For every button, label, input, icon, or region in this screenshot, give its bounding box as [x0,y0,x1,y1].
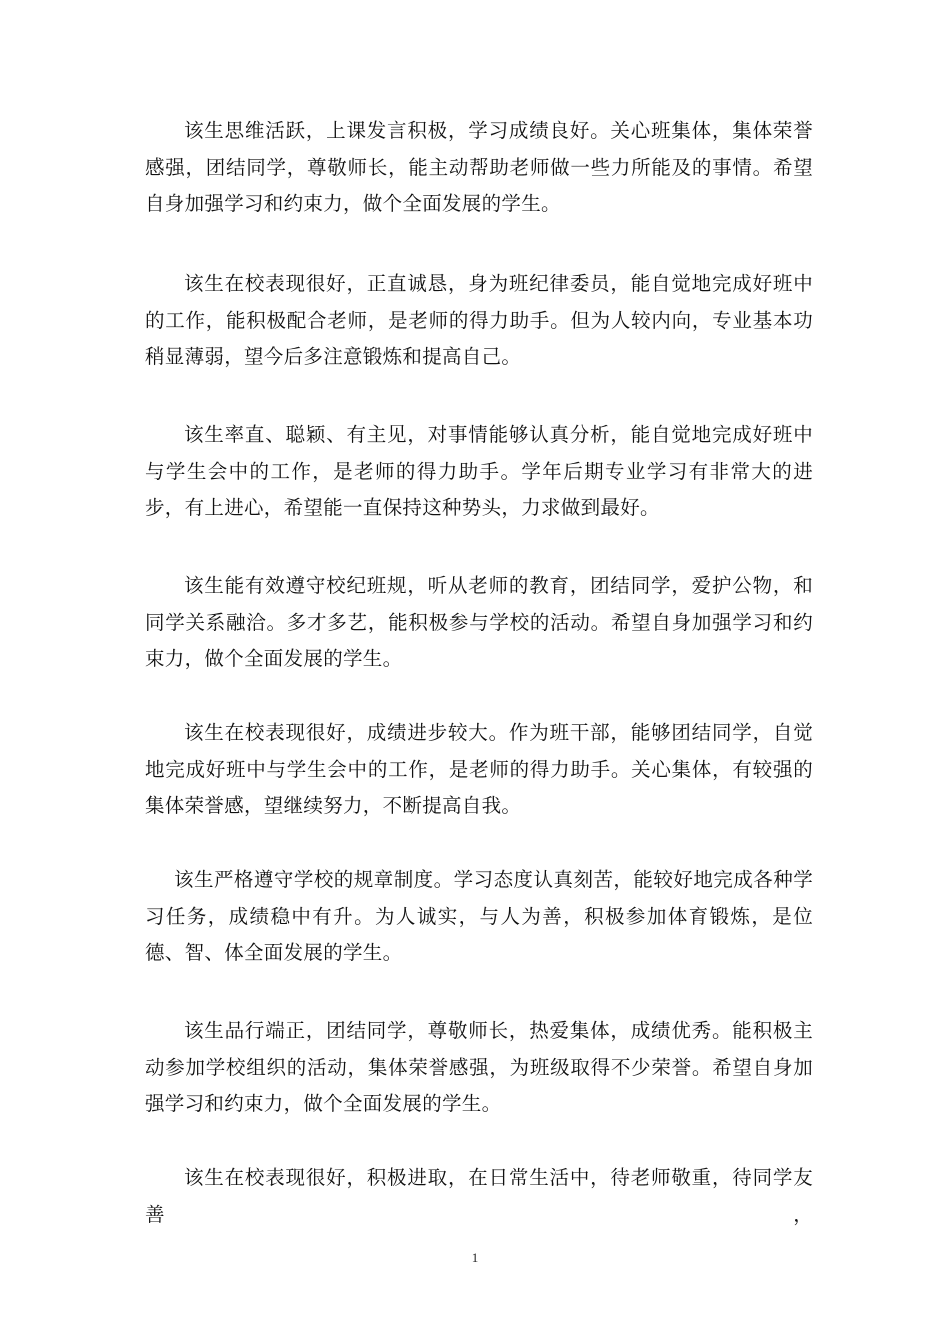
comment-paragraph-4: 该生能有效遵守校纪班规，听从老师的教育，团结同学，爱护公物，和同学关系融洽。多才多艺，能积极参与学校的活动。希望自身加强学习和约束力，做个全面发展的学生。 [145,574,813,670]
comment-paragraph-2: 该生在校表现很好，正直诚恳，身为班纪律委员，能自觉地完成好班中的工作，能积极配合老师，是老师的得力助手。但为人较内向，专业基本功稍显薄弱，望今后多注意锻炼和提高自己。 [145,272,813,368]
comment-paragraph-3: 该生率直、聪颖、有主见，对事情能够认真分析，能自觉地完成好班中与学生会中的工作，是老师的得力助手。学年后期专业学习有非常大的进步，有上进心，希望能一直保持这种势头，力求做到最好。 [145,423,813,519]
comment-paragraph-5: 该生在校表现很好，成绩进步较大。作为班干部，能够团结同学，自觉地完成好班中与学生会中的工作，是老师的得力助手。关心集体，有较强的集体荣誉感，望继续努力，不断提高自我。 [145,721,813,817]
comment-paragraph-1: 该生思维活跃，上课发言积极，学习成绩良好。关心班集体，集体荣誉感强，团结同学，尊敬师长，能主动帮助老师做一些力所能及的事情。希望自身加强学习和约束力，做个全面发展的学生。 [145,119,813,215]
page-number: 1 [471,1250,479,1265]
comment-paragraph-8: 该生在校表现很好，积极进取，在日常生活中，待老师敬重，待同学友善， [145,1166,813,1226]
comment-paragraph-7: 该生品行端正，团结同学，尊敬师长，热爱集体，成绩优秀。能积极主动参加学校组织的活动，集体荣誉感强，为班级取得不少荣誉。希望自身加强学习和约束力，做个全面发展的学生。 [145,1019,813,1115]
comment-paragraph-6: 该生严格遵守学校的规章制度。学习态度认真刻苦，能较好地完成各种学习任务，成绩稳中有升。为人诚实，与人为善，积极参加体育锻炼，是位德、智、体全面发展的学生。 [145,868,813,964]
